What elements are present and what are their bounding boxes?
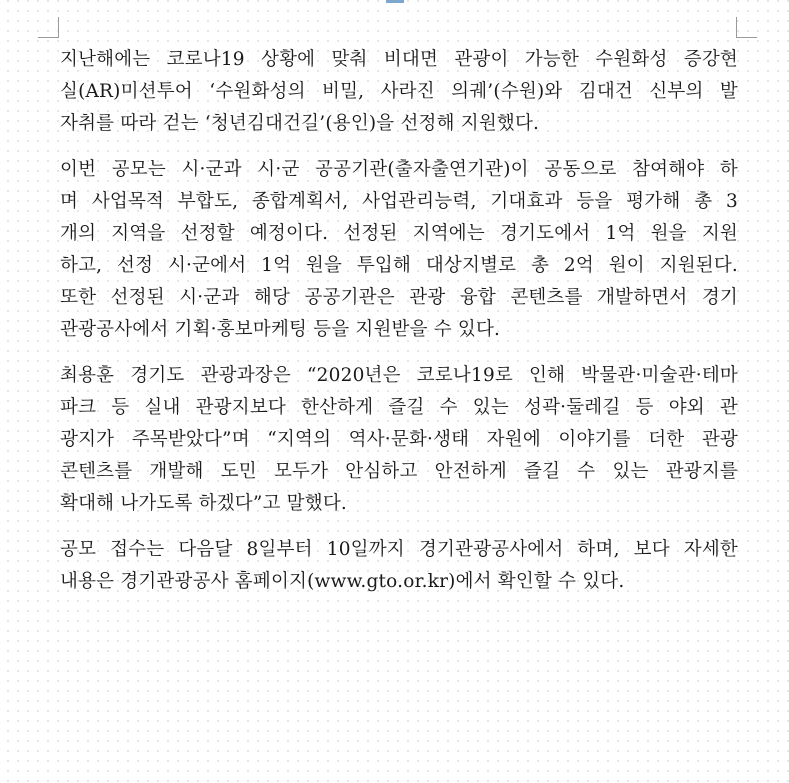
text-line: 지난해에는 코로나19 상황에 맞춰 비대면 관광이 가능한 수원화성 증강현	[60, 49, 738, 70]
text-line: 관광공사에서 기획·홍보마케팅 등을 지원받을 수 있다.	[60, 319, 501, 340]
text-line: 광지가 주목받았다”며 “지역의 역사·문화·생태 자원에 이야기를 더한 관광	[60, 429, 738, 450]
text-line: 공모 접수는 다음달 8일부터 10일까지 경기관광공사에서 하며, 보다 자세한	[60, 539, 738, 560]
text-line: 실(AR)미션투어 ‘수원화성의 비밀, 사라진 의궤’(수원)와 김대건 신부의 발	[60, 81, 738, 102]
text-line: 이번 공모는 시·군과 시·군 공공기관(출자출연기관)이 공동으로 참여해야 하	[60, 159, 738, 180]
crop-mark-top-left	[38, 17, 59, 38]
document-body[interactable]	[60, 44, 738, 612]
text-line: 내용은 경기관광공사 홈페이지(www.gto.or.kr)에서 확인할 수 있다.	[60, 571, 625, 592]
crop-mark-top-right	[736, 17, 757, 38]
text-line: 개의 지역을 선정할 예정이다. 선정된 지역에는 경기도에서 1억 원을 지원	[60, 223, 738, 244]
text-line: 최용훈 경기도 관광과장은 “2020년은 코로나19로 인해 박물관·미술관·테마	[60, 365, 738, 386]
text-line: 자취를 따라 걷는 ‘청년김대건길’(용인)을 선정해 지원했다.	[60, 113, 540, 134]
text-line: 파크 등 실내 관광지보다 한산하게 즐길 수 있는 성곽·둘레길 등 야외 관	[60, 397, 738, 418]
paragraph-2	[60, 154, 738, 346]
text-line: 하고, 선정 시·군에서 1억 원을 투입해 대상지별로 총 2억 원이 지원된다.	[60, 255, 738, 276]
paragraph-3	[60, 360, 738, 520]
text-line: 며 사업목적 부합도, 종합계획서, 사업관리능력, 기대효과 등을 평가해 총 3	[60, 191, 738, 212]
paragraph-4	[60, 534, 738, 598]
text-line: 확대해 나가도록 하겠다”고 말했다.	[60, 493, 347, 514]
text-line: 콘텐츠를 개발해 도민 모두가 안심하고 안전하게 즐길 수 있는 관광지를	[60, 461, 738, 482]
text-line: 또한 선정된 시·군과 해당 공공기관은 관광 융합 콘텐츠를 개발하면서 경기	[60, 287, 738, 308]
ruler-marker	[386, 0, 404, 3]
paragraph-1	[60, 44, 738, 140]
